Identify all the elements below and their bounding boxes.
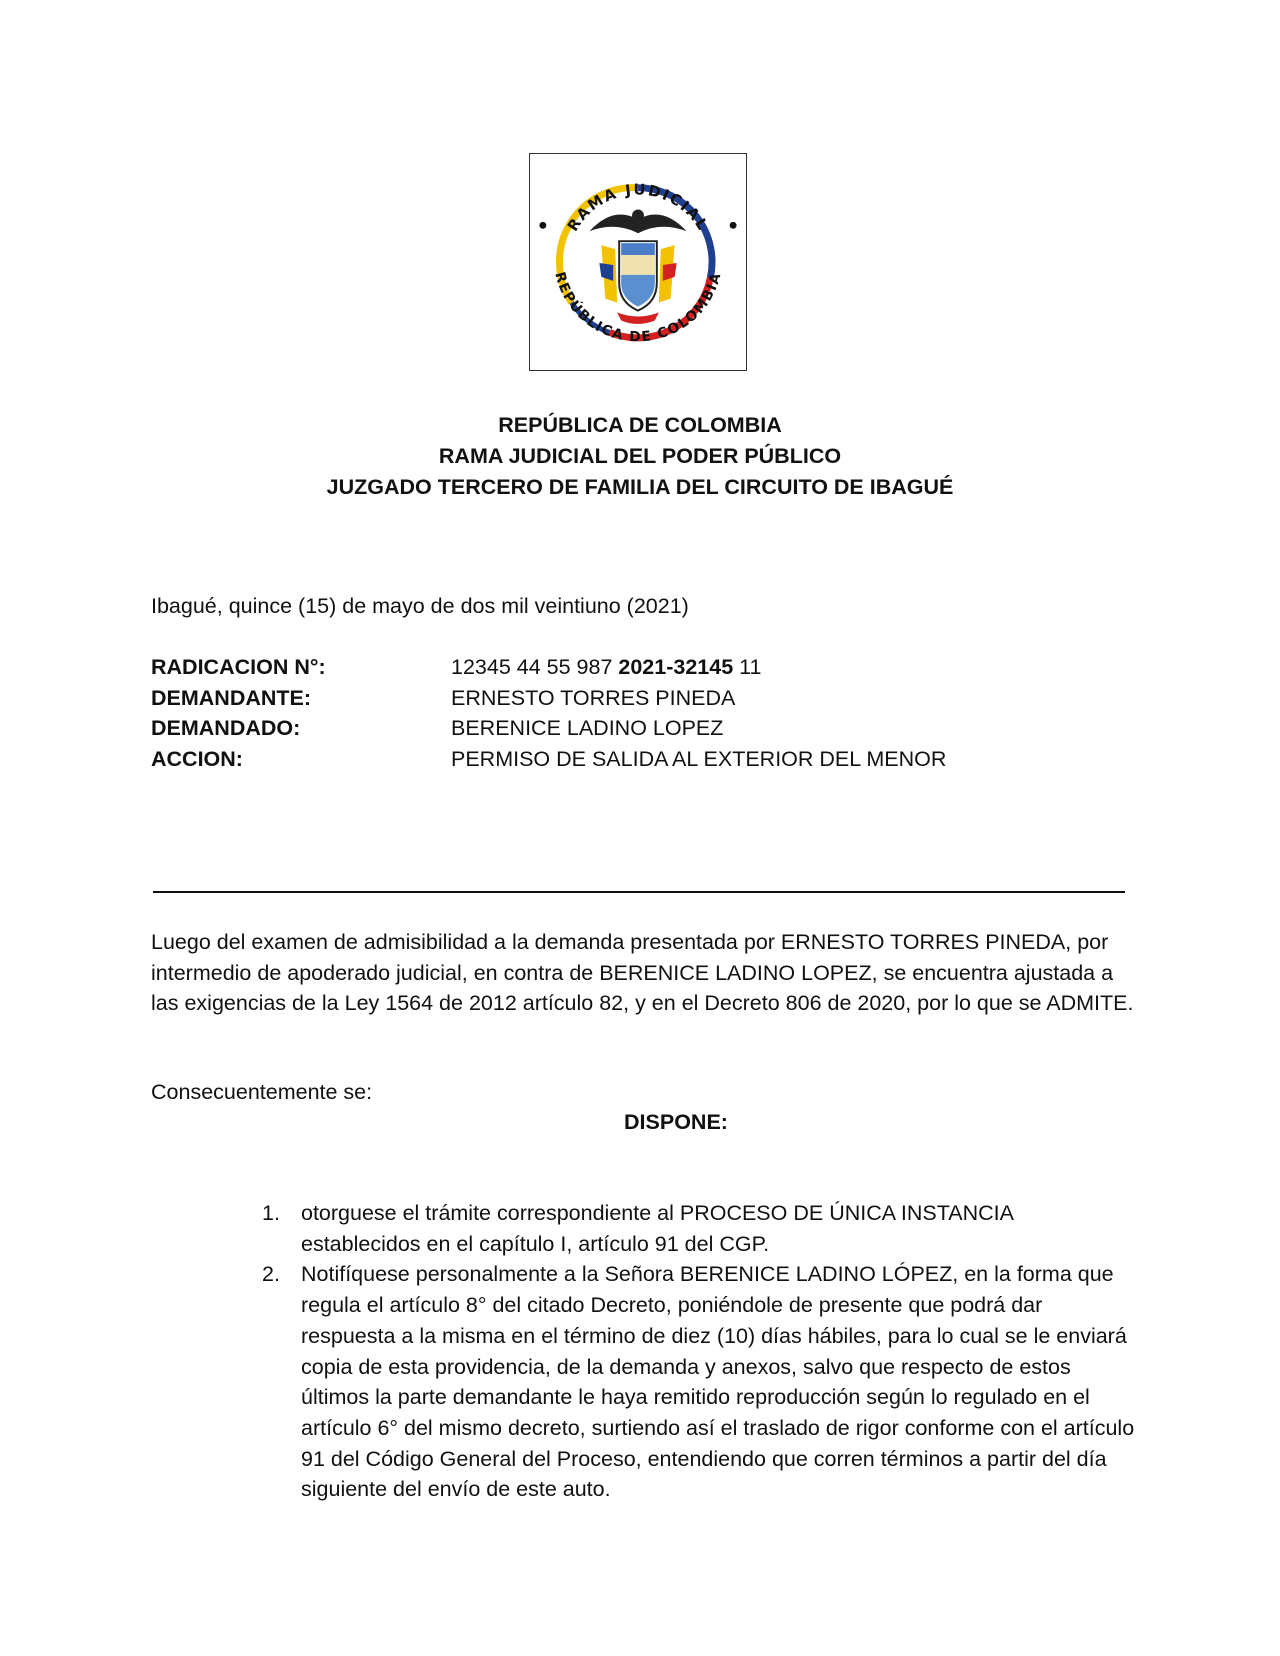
svg-text:REPÚBLICA DE COLOMBIA: REPÚBLICA DE COLOMBIA bbox=[551, 270, 725, 346]
accion-value: PERMISO DE SALIDA AL EXTERIOR DEL MENOR bbox=[451, 746, 947, 771]
header-country: REPÚBLICA DE COLOMBIA bbox=[498, 413, 782, 437]
demandado-row bbox=[151, 713, 1151, 744]
demandante-row bbox=[151, 683, 1151, 714]
svg-text:RAMA JUDICIAL: RAMA JUDICIAL bbox=[563, 180, 713, 235]
radicacion-suffix: 11 bbox=[733, 655, 762, 679]
demandante-value: ERNESTO TORRES PINEDA bbox=[451, 685, 736, 710]
dispone-heading: DISPONE: bbox=[624, 1110, 728, 1134]
demandante-label: DEMANDANTE: bbox=[151, 685, 312, 710]
list-item bbox=[262, 1259, 1137, 1505]
accion-label: ACCION: bbox=[151, 746, 243, 771]
orders-list bbox=[262, 1198, 1137, 1505]
rama-judicial-seal bbox=[529, 153, 747, 371]
list-item-number: 1. bbox=[262, 1201, 280, 1225]
radicacion-value bbox=[451, 652, 1151, 683]
radicacion-row bbox=[151, 652, 1151, 683]
consecuentemente-line: Consecuentemente se: bbox=[151, 1080, 373, 1104]
radicacion-label: RADICACION N°: bbox=[151, 655, 326, 679]
date-line: Ibagué, quince (15) de mayo de dos mil veintiuno (2021) bbox=[151, 594, 689, 618]
admission-paragraph: Luego del examen de admisibilidad a la demanda presentada por ERNESTO TORRES PINEDA, por intermedio de apoderado judicial, en contra de BERENICE LADINO LOPEZ, se encuentra ajustada a las exigencias de la Ley 1564 de 2012 artículo 82, y en el Decreto 806 de 2020, por lo que se ADMITE. bbox=[151, 930, 1134, 1015]
separator-line bbox=[153, 891, 1125, 893]
list-item-text: Notifíquese personalmente a la Señora BERENICE LADINO LÓPEZ, en la forma que regula el artículo 8° del citado Decreto, poniéndole de presente que podrá dar respuesta a la misma en el término de diez (10) días hábiles, para lo cual se le enviará copia de esta providencia, de la demanda y anexos, salvo que respecto de estos últimos la parte demandante le haya remitido reproducción según lo regulado en el artículo 6° del mismo decreto, surtiendo así el traslado de rigor conforme con el artículo 91 del Código General del Proceso, entendiendo que corren términos a partir del día siguiente del envío de este auto. bbox=[301, 1262, 1135, 1502]
demandado-label: DEMANDADO: bbox=[151, 716, 301, 740]
court-header bbox=[0, 410, 1280, 503]
header-branch: RAMA JUDICIAL DEL PODER PÚBLICO bbox=[438, 444, 842, 468]
demandado-value: BERENICE LADINO LOPEZ bbox=[451, 716, 724, 740]
list-item bbox=[262, 1198, 1137, 1259]
list-item-number: 2. bbox=[262, 1262, 280, 1287]
list-item-text: otorguese el trámite correspondiente al PROCESO DE ÚNICA INSTANCIA establecidos en el capítulo I, artículo 91 del CGP. bbox=[301, 1201, 1013, 1256]
accion-row bbox=[151, 744, 1151, 775]
header-court: JUZGADO TERCERO DE FAMILIA DEL CIRCUITO DE IBAGUÉ bbox=[326, 475, 954, 499]
seal-emblem-icon bbox=[530, 154, 746, 370]
case-details bbox=[151, 652, 1151, 774]
radicacion-prefix: 12345 44 55 987 bbox=[451, 655, 619, 679]
radicacion-bold: 2021-32145 bbox=[618, 655, 734, 679]
